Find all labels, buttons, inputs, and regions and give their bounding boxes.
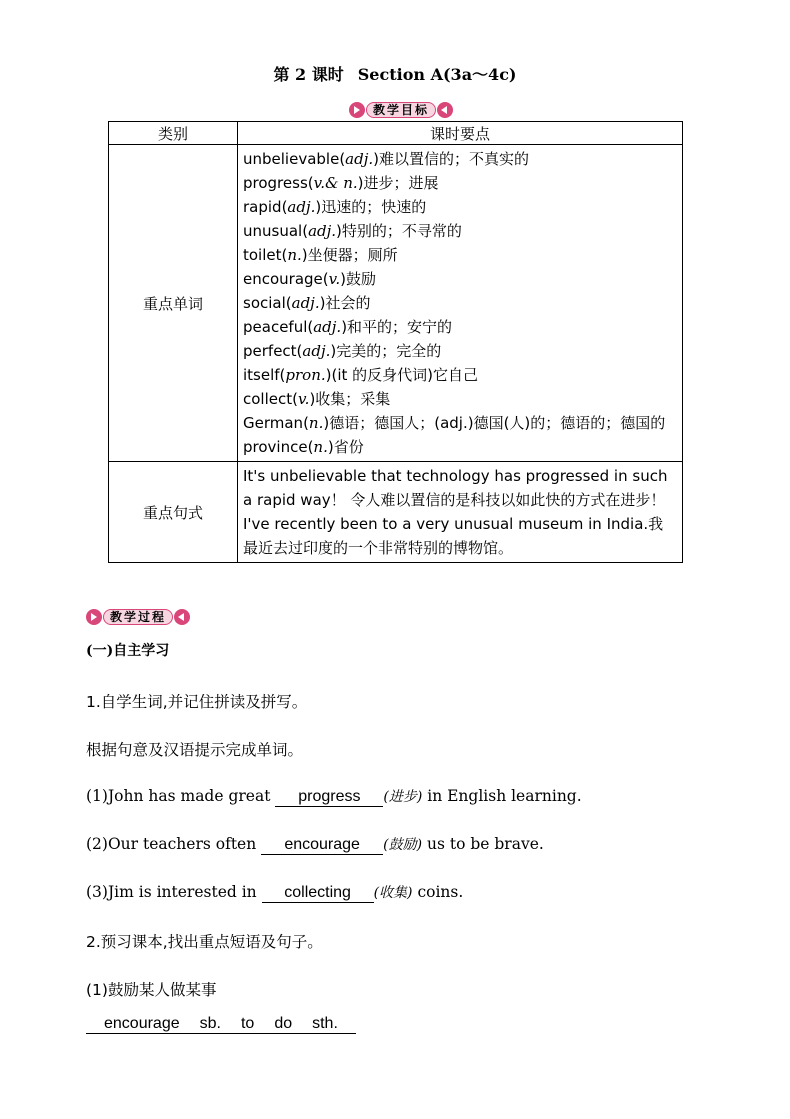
list-item: I've recently been to a very unusual museum in India.我最近去过印度的一个非常特别的博物馆。 — [243, 515, 664, 557]
list-item: unbelievable(adj.)难以置信的；不真实的 — [243, 150, 529, 168]
lesson-label: 第 2 课时 — [273, 65, 344, 84]
phrase-1: (1)鼓励某人做某事 — [86, 981, 217, 999]
answer-blank: encourage — [86, 1015, 182, 1034]
table-header-row — [109, 122, 683, 145]
list-item: itself(pron.)(it 的反身代词)它自己 — [243, 366, 479, 384]
arrow-right-icon — [349, 102, 365, 118]
column-header-points: 课时要点 — [238, 122, 683, 145]
list-item: social(adj.)社会的 — [243, 294, 371, 312]
list-item: It's unbelievable that technology has progressed in such a rapid way！ 令人难以置信的是科技以如此快的方式在进步！ — [243, 467, 668, 509]
answer-blank: sb. — [182, 1015, 225, 1034]
answer-blank: encourage — [261, 836, 383, 855]
words-list — [238, 145, 683, 462]
category-sentences: 重点句式 — [109, 462, 238, 563]
answer-blank: progress — [275, 788, 383, 807]
answer-blank: do — [258, 1015, 296, 1034]
list-item: encourage(v.)鼓励 — [243, 270, 376, 288]
list-item: peaceful(adj.)和平的；安宁的 — [243, 318, 453, 336]
table-row-words — [109, 145, 683, 462]
arrow-right-icon — [86, 609, 102, 625]
sentences-list — [238, 462, 683, 563]
banner-label: 教学目标 — [366, 102, 436, 118]
instruction: 根据句意及汉语提示完成单词。 — [86, 741, 304, 759]
question-2: (2)Our teachers often encourage (鼓励) us to be brave. — [86, 835, 544, 853]
question-1: (1)John has made great progress (进步) in English learning. — [86, 787, 582, 805]
teaching-goals-banner — [349, 101, 453, 119]
list-item: perfect(adj.)完美的；完全的 — [243, 342, 442, 360]
list-item: rapid(adj.)迅速的；快速的 — [243, 198, 427, 216]
table-row-sentences — [109, 462, 683, 563]
section-heading: (一)自主学习 — [86, 643, 170, 659]
column-header-category: 类别 — [109, 122, 238, 145]
category-words: 重点单词 — [109, 145, 238, 462]
list-item: unusual(adj.)特别的；不寻常的 — [243, 222, 462, 240]
key-points-table — [108, 121, 683, 563]
question-3: (3)Jim is interested in collecting (收集) coins. — [86, 883, 464, 901]
list-item: toilet(n.)坐便器；厕所 — [243, 246, 398, 264]
item-2: 2.预习课本,找出重点短语及句子。 — [86, 933, 323, 951]
teaching-process-banner — [86, 608, 190, 626]
answer-blank: sth. — [296, 1015, 356, 1034]
arrow-left-icon — [437, 102, 453, 118]
list-item: collect(v.)收集；采集 — [243, 390, 391, 408]
answer-blank: to — [225, 1015, 258, 1034]
page-title — [0, 62, 790, 85]
list-item: province(n.)省份 — [243, 438, 364, 456]
phrase-1-answer — [86, 1014, 356, 1034]
list-item: German(n.)德语；德国人；(adj.)德国(人)的；德语的；德国的 — [243, 414, 666, 432]
banner-label: 教学过程 — [103, 609, 173, 625]
item-1: 1.自学生词,并记住拼读及拼写。 — [86, 693, 308, 711]
list-item: progress(v.& n.)进步；进展 — [243, 174, 439, 192]
arrow-left-icon — [174, 609, 190, 625]
section-label: Section A(3a～4c) — [357, 65, 517, 84]
answer-blank: collecting — [262, 884, 374, 903]
